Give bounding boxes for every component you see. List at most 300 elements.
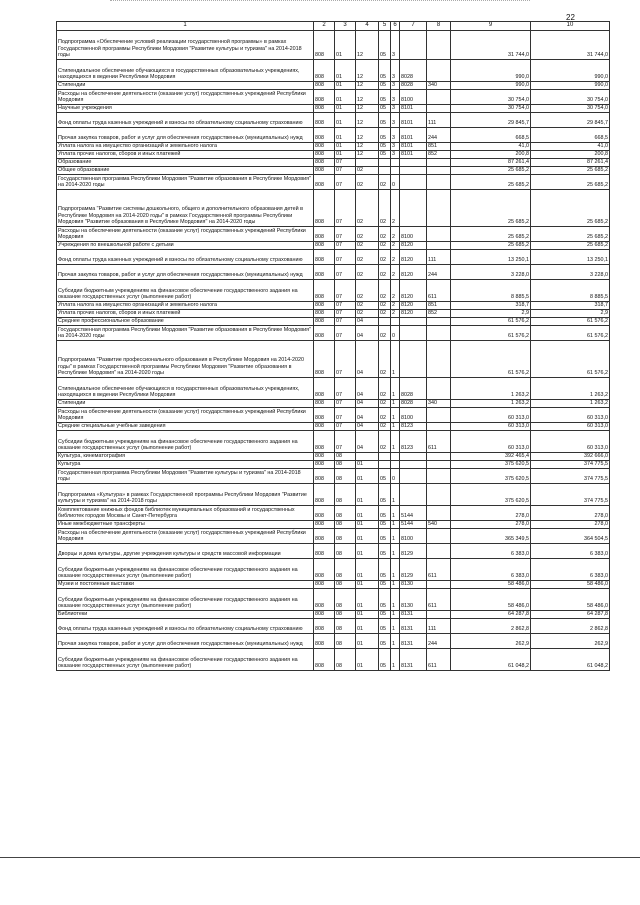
row-description: Средние специальные учебные заведения bbox=[57, 423, 314, 431]
code-section: 01 bbox=[335, 31, 356, 60]
row-description: Прочая закупка товаров, работ и услуг для обеспечения государственных (муниципальных) нужд bbox=[57, 128, 314, 143]
code-expense-type: 340 bbox=[427, 82, 451, 90]
code-ministry: 808 bbox=[314, 90, 335, 105]
amount-year-1: 60 313,0 bbox=[451, 408, 531, 423]
amount-year-1: 30 754,0 bbox=[451, 90, 531, 105]
amount-year-1: 278,0 bbox=[451, 521, 531, 529]
amount-year-1: 2,9 bbox=[451, 310, 531, 318]
code-article: 8028 bbox=[400, 378, 427, 400]
code-ministry: 808 bbox=[314, 581, 335, 589]
code-subprogram: 1 bbox=[391, 634, 400, 649]
amount-year-2: 41,0 bbox=[531, 143, 610, 151]
code-article: 8120 bbox=[400, 250, 427, 265]
row-description: Фонд оплаты труда казенных учреждений и взносы по обязательному социальному страхованию bbox=[57, 250, 314, 265]
code-subprogram bbox=[391, 159, 400, 167]
row-description: Субсидии бюджетным учреждениям на финансовое обеспечение государственного задания на оказание государственных услуг (выполнение работ) bbox=[57, 280, 314, 302]
amount-year-1: 392 465,4 bbox=[451, 453, 531, 461]
row-description: Стипендиальное обеспечение обучающихся в государственных образовательных учреждениях, находящихся в ведении Республики Мордовия bbox=[57, 378, 314, 400]
amount-year-2: 87 261,4 bbox=[531, 159, 610, 167]
header-cell: 9 bbox=[451, 22, 531, 31]
header-cell: 3 bbox=[335, 22, 356, 31]
amount-year-2: 25 685,2 bbox=[531, 242, 610, 250]
code-expense-type bbox=[427, 611, 451, 619]
amount-year-1: 29 845,7 bbox=[451, 113, 531, 128]
code-article: 8131 bbox=[400, 619, 427, 634]
code-section: 08 bbox=[335, 581, 356, 589]
code-subsection: 02 bbox=[356, 310, 379, 318]
table-row bbox=[57, 400, 610, 408]
code-article: 8100 bbox=[400, 90, 427, 105]
code-expense-type: 111 bbox=[427, 250, 451, 265]
row-description: Общее образование bbox=[57, 167, 314, 175]
table-row bbox=[57, 105, 610, 113]
table-row bbox=[57, 544, 610, 559]
code-article: 8120 bbox=[400, 310, 427, 318]
row-description: Подпрограмма "Развитие профессионального образования в Республике Мордовия на 2014-2020 годы" в рамках Государственной программы Республики Мордовия "Развитие образования в Республике Мордовия" на 2014-2020 годы bbox=[57, 341, 314, 378]
code-section: 08 bbox=[335, 589, 356, 611]
header-cell: 5 bbox=[379, 22, 391, 31]
code-subsection: 02 bbox=[356, 280, 379, 302]
code-section: 01 bbox=[335, 143, 356, 151]
row-description: Уплата налога на имущество организаций и земельного налога bbox=[57, 143, 314, 151]
code-program: 05 bbox=[379, 82, 391, 90]
row-description: Фонд оплаты труда казенных учреждений и взносы по обязательному социальному страхованию bbox=[57, 619, 314, 634]
code-expense-type: 244 bbox=[427, 634, 451, 649]
code-expense-type bbox=[427, 529, 451, 544]
row-description: Расходы на обеспечение деятельности (оказание услуг) государственных учреждений Республики Мордовия bbox=[57, 529, 314, 544]
code-subsection: 04 bbox=[356, 378, 379, 400]
code-program: 05 bbox=[379, 113, 391, 128]
code-subprogram: 3 bbox=[391, 128, 400, 143]
code-ministry: 808 bbox=[314, 453, 335, 461]
code-section: 07 bbox=[335, 159, 356, 167]
code-subprogram: 3 bbox=[391, 143, 400, 151]
table-row bbox=[57, 90, 610, 105]
table-row bbox=[57, 581, 610, 589]
code-expense-type bbox=[427, 105, 451, 113]
amount-year-1: 375 620,5 bbox=[451, 461, 531, 469]
code-section: 01 bbox=[335, 60, 356, 82]
code-expense-type bbox=[427, 60, 451, 82]
code-subprogram: 3 bbox=[391, 90, 400, 105]
row-description: Уплата прочих налогов, сборов и иных платежей bbox=[57, 151, 314, 159]
row-description: Субсидии бюджетным учреждениям на финансовое обеспечение государственного задания на оказание государственных услуг (выполнение работ) bbox=[57, 589, 314, 611]
amount-year-1: 318,7 bbox=[451, 302, 531, 310]
code-expense-type bbox=[427, 242, 451, 250]
amount-year-2: 61 576,2 bbox=[531, 326, 610, 341]
table-row bbox=[57, 589, 610, 611]
row-description: Подпрограмма "Развитие системы дошкольного, общего и дополнительного образования детей в Республике Мордовия на 2014-2020 годы" в рамках Государственной программы Республики Мордовия "Развитие образования в Республике Мордовия" на 2014-2020 годы bbox=[57, 190, 314, 227]
table-row bbox=[57, 280, 610, 302]
amount-year-2: 64 287,8 bbox=[531, 611, 610, 619]
code-program: 05 bbox=[379, 521, 391, 529]
row-description: Учреждения по внешкольной работе с детьми bbox=[57, 242, 314, 250]
table-row bbox=[57, 529, 610, 544]
table-row bbox=[57, 453, 610, 461]
code-section: 07 bbox=[335, 190, 356, 227]
amount-year-1: 990,0 bbox=[451, 82, 531, 90]
code-section: 07 bbox=[335, 326, 356, 341]
code-section: 08 bbox=[335, 453, 356, 461]
code-subprogram: 2 bbox=[391, 227, 400, 242]
amount-year-1: 668,5 bbox=[451, 128, 531, 143]
amount-year-2: 60 313,0 bbox=[531, 408, 610, 423]
code-section: 07 bbox=[335, 280, 356, 302]
code-article: 8120 bbox=[400, 280, 427, 302]
code-ministry: 808 bbox=[314, 60, 335, 82]
code-program: 05 bbox=[379, 581, 391, 589]
code-section: 07 bbox=[335, 431, 356, 453]
code-subsection: 12 bbox=[356, 82, 379, 90]
code-article: 8101 bbox=[400, 143, 427, 151]
code-section: 07 bbox=[335, 242, 356, 250]
code-article: 8100 bbox=[400, 408, 427, 423]
row-description: Государственная программа Республики Мордовия "Развитие образования в Республике Мордовия" на 2014-2020 годы bbox=[57, 326, 314, 341]
code-subprogram: 1 bbox=[391, 423, 400, 431]
code-expense-type: 244 bbox=[427, 128, 451, 143]
amount-year-2: 990,0 bbox=[531, 60, 610, 82]
scan-edge-mark bbox=[110, 0, 530, 2]
code-section: 07 bbox=[335, 302, 356, 310]
code-section: 01 bbox=[335, 82, 356, 90]
code-subprogram: 1 bbox=[391, 649, 400, 671]
code-ministry: 808 bbox=[314, 82, 335, 90]
code-subsection: 02 bbox=[356, 167, 379, 175]
code-subsection: 12 bbox=[356, 128, 379, 143]
code-program: 05 bbox=[379, 619, 391, 634]
table-row bbox=[57, 619, 610, 634]
code-subprogram: 1 bbox=[391, 544, 400, 559]
amount-year-2: 8 885,5 bbox=[531, 280, 610, 302]
amount-year-1: 13 250,1 bbox=[451, 250, 531, 265]
code-expense-type: 611 bbox=[427, 280, 451, 302]
code-article: 5144 bbox=[400, 521, 427, 529]
header-cell: 6 bbox=[391, 22, 400, 31]
code-ministry: 808 bbox=[314, 506, 335, 521]
code-expense-type bbox=[427, 167, 451, 175]
table-row bbox=[57, 378, 610, 400]
code-subsection: 01 bbox=[356, 469, 379, 484]
row-description: Уплата налога на имущество организаций и земельного налога bbox=[57, 302, 314, 310]
amount-year-1: 25 685,2 bbox=[451, 227, 531, 242]
code-subprogram: 1 bbox=[391, 581, 400, 589]
code-expense-type bbox=[427, 175, 451, 190]
table-row bbox=[57, 634, 610, 649]
code-subprogram: 1 bbox=[391, 559, 400, 581]
code-expense-type bbox=[427, 423, 451, 431]
code-section: 08 bbox=[335, 559, 356, 581]
code-ministry: 808 bbox=[314, 250, 335, 265]
amount-year-1: 1 263,2 bbox=[451, 400, 531, 408]
code-expense-type bbox=[427, 326, 451, 341]
amount-year-2: 374 775,5 bbox=[531, 469, 610, 484]
amount-year-1: 365 349,5 bbox=[451, 529, 531, 544]
code-ministry: 808 bbox=[314, 175, 335, 190]
code-expense-type bbox=[427, 453, 451, 461]
amount-year-2: 61 576,2 bbox=[531, 318, 610, 326]
table-row bbox=[57, 242, 610, 250]
code-expense-type bbox=[427, 408, 451, 423]
amount-year-1: 1 263,2 bbox=[451, 378, 531, 400]
amount-year-2: 6 383,0 bbox=[531, 544, 610, 559]
row-description: Иные межбюджетные трансферты bbox=[57, 521, 314, 529]
code-subsection: 02 bbox=[356, 265, 379, 280]
code-article: 8131 bbox=[400, 634, 427, 649]
amount-year-1: 375 620,5 bbox=[451, 484, 531, 506]
amount-year-1: 61 048,2 bbox=[451, 649, 531, 671]
code-subprogram: 0 bbox=[391, 326, 400, 341]
table-row bbox=[57, 431, 610, 453]
code-section: 08 bbox=[335, 469, 356, 484]
code-program: 05 bbox=[379, 60, 391, 82]
code-expense-type bbox=[427, 318, 451, 326]
amount-year-1: 278,0 bbox=[451, 506, 531, 521]
code-ministry: 808 bbox=[314, 469, 335, 484]
header-cell: 2 bbox=[314, 22, 335, 31]
amount-year-1: 200,8 bbox=[451, 151, 531, 159]
amount-year-2: 2,9 bbox=[531, 310, 610, 318]
amount-year-2: 58 486,0 bbox=[531, 589, 610, 611]
code-ministry: 808 bbox=[314, 227, 335, 242]
table-row bbox=[57, 265, 610, 280]
code-section: 07 bbox=[335, 310, 356, 318]
code-expense-type: 852 bbox=[427, 151, 451, 159]
code-subprogram: 3 bbox=[391, 105, 400, 113]
code-subsection: 01 bbox=[356, 544, 379, 559]
table-row bbox=[57, 310, 610, 318]
header-cell: 1 bbox=[57, 22, 314, 31]
code-subsection: 01 bbox=[356, 634, 379, 649]
row-description: Подпрограмма «Обеспечение условий реализации государственной программы» в рамках Государственной программы Республики Мордовия "Развитие культуры и туризма" на 2014-2018 годы bbox=[57, 31, 314, 60]
table-row bbox=[57, 423, 610, 431]
amount-year-1: 64 287,8 bbox=[451, 611, 531, 619]
amount-year-2: 364 504,5 bbox=[531, 529, 610, 544]
code-subsection: 01 bbox=[356, 559, 379, 581]
code-expense-type bbox=[427, 581, 451, 589]
row-description: Стипендии bbox=[57, 82, 314, 90]
code-subsection: 04 bbox=[356, 431, 379, 453]
code-subsection: 12 bbox=[356, 143, 379, 151]
code-subprogram: 0 bbox=[391, 175, 400, 190]
code-expense-type bbox=[427, 544, 451, 559]
table-row bbox=[57, 128, 610, 143]
code-article bbox=[400, 326, 427, 341]
code-subprogram: 2 bbox=[391, 302, 400, 310]
code-section: 01 bbox=[335, 90, 356, 105]
code-ministry: 808 bbox=[314, 318, 335, 326]
budget-table bbox=[56, 21, 610, 671]
code-subsection: 02 bbox=[356, 250, 379, 265]
header-cell: 10 bbox=[531, 22, 610, 31]
code-program: 02 bbox=[379, 423, 391, 431]
code-subsection: 02 bbox=[356, 302, 379, 310]
code-program: 02 bbox=[379, 310, 391, 318]
code-ministry: 808 bbox=[314, 159, 335, 167]
code-section: 01 bbox=[335, 151, 356, 159]
code-subsection: 04 bbox=[356, 423, 379, 431]
amount-year-1: 61 576,2 bbox=[451, 318, 531, 326]
code-subprogram: 3 bbox=[391, 60, 400, 82]
amount-year-1: 31 744,0 bbox=[451, 31, 531, 60]
row-description: Комплектование книжных фондов библиотек муниципальных образований и государственных библиотек городов Москвы и Санкт-Петербурга bbox=[57, 506, 314, 521]
code-program: 02 bbox=[379, 302, 391, 310]
code-subprogram: 0 bbox=[391, 469, 400, 484]
code-article: 8131 bbox=[400, 649, 427, 671]
code-article: 8101 bbox=[400, 113, 427, 128]
code-article: 8129 bbox=[400, 559, 427, 581]
code-subprogram: 1 bbox=[391, 589, 400, 611]
code-article bbox=[400, 175, 427, 190]
code-program: 02 bbox=[379, 242, 391, 250]
amount-year-2: 374 775,5 bbox=[531, 461, 610, 469]
code-subsection bbox=[356, 159, 379, 167]
row-description: Среднее профессиональное образование bbox=[57, 318, 314, 326]
amount-year-2: 13 250,1 bbox=[531, 250, 610, 265]
amount-year-2: 392 666,0 bbox=[531, 453, 610, 461]
row-description: Субсидии бюджетным учреждениям на финансовое обеспечение государственного задания на оказание государственных услуг (выполнение работ) bbox=[57, 431, 314, 453]
row-description: Прочая закупка товаров, работ и услуг для обеспечения государственных (муниципальных) нужд bbox=[57, 634, 314, 649]
code-ministry: 808 bbox=[314, 302, 335, 310]
code-subprogram: 1 bbox=[391, 611, 400, 619]
code-expense-type: 611 bbox=[427, 431, 451, 453]
row-description: Научные учреждения bbox=[57, 105, 314, 113]
row-description: Государственная программа Республики Мордовия "Развитие культуры и туризма" на 2014-2018 годы bbox=[57, 469, 314, 484]
code-ministry: 808 bbox=[314, 649, 335, 671]
code-ministry: 808 bbox=[314, 310, 335, 318]
row-description: Фонд оплаты труда казенных учреждений и взносы по обязательному социальному страхованию bbox=[57, 113, 314, 128]
code-ministry: 808 bbox=[314, 378, 335, 400]
code-expense-type bbox=[427, 227, 451, 242]
amount-year-2: 318,7 bbox=[531, 302, 610, 310]
amount-year-2: 31 744,0 bbox=[531, 31, 610, 60]
amount-year-2: 61 048,2 bbox=[531, 649, 610, 671]
code-article bbox=[400, 31, 427, 60]
code-article bbox=[400, 341, 427, 378]
amount-year-1: 41,0 bbox=[451, 143, 531, 151]
code-section: 07 bbox=[335, 423, 356, 431]
code-subsection: 04 bbox=[356, 408, 379, 423]
code-program: 02 bbox=[379, 400, 391, 408]
code-section: 08 bbox=[335, 461, 356, 469]
code-program: 02 bbox=[379, 431, 391, 453]
code-program: 05 bbox=[379, 90, 391, 105]
table-row bbox=[57, 31, 610, 60]
code-subprogram: 1 bbox=[391, 506, 400, 521]
code-subprogram: 2 bbox=[391, 242, 400, 250]
code-article: 8120 bbox=[400, 265, 427, 280]
code-article bbox=[400, 167, 427, 175]
code-article: 8028 bbox=[400, 82, 427, 90]
code-section: 08 bbox=[335, 529, 356, 544]
code-subsection: 01 bbox=[356, 649, 379, 671]
amount-year-2: 200,8 bbox=[531, 151, 610, 159]
code-section: 07 bbox=[335, 227, 356, 242]
amount-year-2: 25 685,2 bbox=[531, 175, 610, 190]
code-subsection bbox=[356, 453, 379, 461]
code-program: 02 bbox=[379, 378, 391, 400]
amount-year-2: 25 685,2 bbox=[531, 167, 610, 175]
amount-year-1: 58 486,0 bbox=[451, 589, 531, 611]
row-description: Музеи и постоянные выставки bbox=[57, 581, 314, 589]
code-program bbox=[379, 318, 391, 326]
code-section: 07 bbox=[335, 250, 356, 265]
amount-year-1: 2 862,8 bbox=[451, 619, 531, 634]
code-article: 8100 bbox=[400, 529, 427, 544]
scan-bottom-rule bbox=[0, 857, 640, 858]
table-row bbox=[57, 250, 610, 265]
code-article: 8101 bbox=[400, 151, 427, 159]
code-section: 08 bbox=[335, 649, 356, 671]
code-article: 8131 bbox=[400, 611, 427, 619]
code-subprogram: 1 bbox=[391, 431, 400, 453]
code-article bbox=[400, 484, 427, 506]
code-subsection: 01 bbox=[356, 461, 379, 469]
code-program: 05 bbox=[379, 143, 391, 151]
code-subprogram: 3 bbox=[391, 82, 400, 90]
code-article: 5144 bbox=[400, 506, 427, 521]
code-program: 05 bbox=[379, 649, 391, 671]
table-row bbox=[57, 461, 610, 469]
code-expense-type: 851 bbox=[427, 143, 451, 151]
code-article bbox=[400, 190, 427, 227]
table-row bbox=[57, 318, 610, 326]
code-expense-type bbox=[427, 90, 451, 105]
amount-year-2: 1 263,2 bbox=[531, 400, 610, 408]
row-description: Расходы на обеспечение деятельности (оказание услуг) государственных учреждений Республики Мордовия bbox=[57, 227, 314, 242]
code-subsection: 12 bbox=[356, 113, 379, 128]
table-row bbox=[57, 113, 610, 128]
code-expense-type: 611 bbox=[427, 649, 451, 671]
amount-year-1: 25 685,2 bbox=[451, 242, 531, 250]
code-program bbox=[379, 461, 391, 469]
table-row bbox=[57, 60, 610, 82]
code-program: 05 bbox=[379, 589, 391, 611]
code-ministry: 808 bbox=[314, 529, 335, 544]
code-program: 02 bbox=[379, 326, 391, 341]
amount-year-2: 374 775,5 bbox=[531, 484, 610, 506]
code-ministry: 808 bbox=[314, 341, 335, 378]
code-ministry: 808 bbox=[314, 105, 335, 113]
table-row bbox=[57, 649, 610, 671]
code-subprogram: 2 bbox=[391, 310, 400, 318]
code-subsection: 04 bbox=[356, 326, 379, 341]
code-ministry: 808 bbox=[314, 128, 335, 143]
amount-year-1: 30 754,0 bbox=[451, 105, 531, 113]
table-row bbox=[57, 302, 610, 310]
header-cell: 4 bbox=[356, 22, 379, 31]
amount-year-1: 25 685,2 bbox=[451, 167, 531, 175]
code-expense-type: 340 bbox=[427, 400, 451, 408]
amount-year-2: 2 862,8 bbox=[531, 619, 610, 634]
row-description: Дворцы и дома культуры, другие учреждения культуры и средств массовой информации bbox=[57, 544, 314, 559]
code-subprogram: 1 bbox=[391, 521, 400, 529]
amount-year-2: 262,9 bbox=[531, 634, 610, 649]
code-program: 05 bbox=[379, 105, 391, 113]
code-article: 8123 bbox=[400, 431, 427, 453]
code-program: 05 bbox=[379, 128, 391, 143]
code-subsection: 12 bbox=[356, 90, 379, 105]
code-expense-type bbox=[427, 484, 451, 506]
code-ministry: 808 bbox=[314, 31, 335, 60]
code-expense-type bbox=[427, 341, 451, 378]
code-subprogram: 3 bbox=[391, 151, 400, 159]
code-subsection: 01 bbox=[356, 611, 379, 619]
code-section: 07 bbox=[335, 265, 356, 280]
code-ministry: 808 bbox=[314, 544, 335, 559]
code-article: 8101 bbox=[400, 105, 427, 113]
code-subprogram: 1 bbox=[391, 529, 400, 544]
amount-year-2: 30 754,0 bbox=[531, 105, 610, 113]
